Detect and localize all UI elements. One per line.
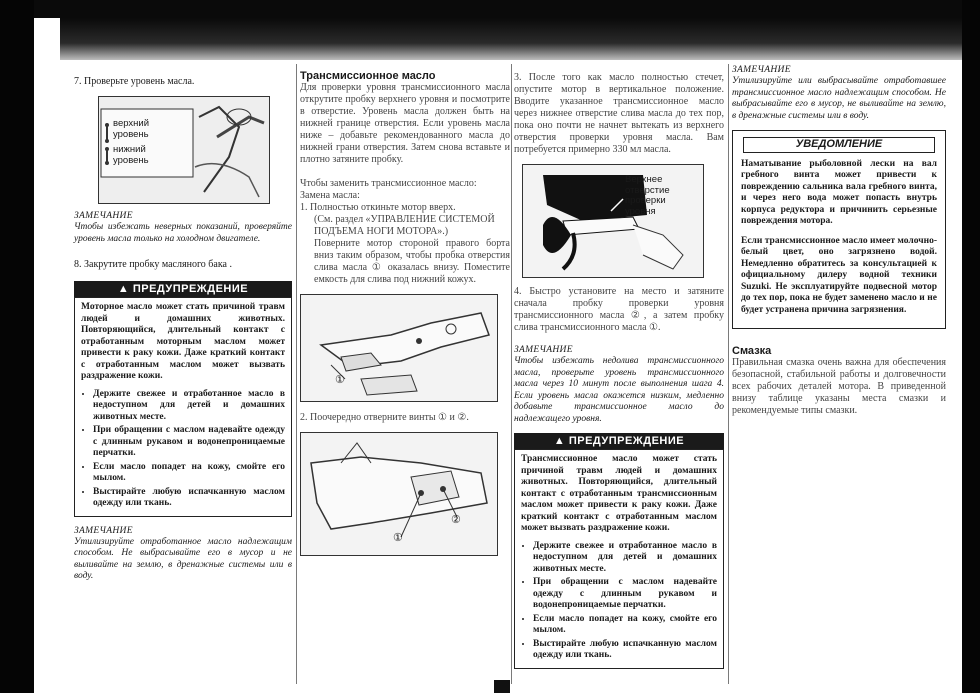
note-text: Утилизируйте отработанное масло надлежащим способом. Не выбрасывайте его в мусор и не выливайте на землю, в дренажные системы или в воду. — [74, 536, 292, 581]
warning-paragraph: Моторное масло может стать причиной травм людей и домашних животных. Повторяющийся, длительный контакт с отработанным моторным маслом может привести к раку кожи. Даже краткий контакт с отработанным маслом может вызвать раздражение кожи. — [81, 302, 285, 381]
warning-body — [514, 449, 724, 669]
scan-shadow-top — [60, 18, 970, 60]
column-2 — [300, 64, 510, 556]
warning-list — [81, 389, 285, 510]
note-heading: ЗАМЕЧАНИЕ — [74, 525, 133, 536]
drain-figure — [300, 294, 498, 402]
column-divider — [511, 64, 512, 684]
lower-level-label: нижний уровень — [113, 144, 149, 166]
list-item: • При обращении с маслом надевайте одежду с длинным рукавом и водонепроницаемые перчатки. — [93, 425, 285, 460]
note-text: Чтобы избежать неверных показаний, проверяйте уровень масла только на холодном двигателе. — [74, 222, 292, 244]
warning-list — [521, 541, 717, 662]
column-1 — [74, 64, 292, 583]
notice-paragraph: Если трансмиссионное масло имеет молочно-белый цвет, оно загрязнено водой. Немедленно обратитесь за консультацией к официальному дилеру водной техники Suzuki. Не эксплуатируйте подвесной мотор до тех пор, пока не будет заменено масло и не будет устранена причина загрязнения. — [741, 235, 937, 315]
warning-triangle-icon: ▲ — [553, 435, 569, 447]
fill-figure — [522, 164, 704, 278]
list-item: • Если масло попадет на кожу, смойте его мылом. — [533, 614, 717, 637]
column-divider — [728, 64, 729, 684]
column-4 — [732, 64, 946, 417]
list-item: • Если масло попадет на кожу, смойте его мылом. — [93, 462, 285, 485]
scan-edge-right — [962, 0, 980, 693]
warning-paragraph: Трансмиссионное масло может стать причиной травм людей и домашних животных. Повторяющийся, длительный контакт с отработанным трансмиссионным маслом может привести к раку кожи. Даже краткий контакт с отработанным маслом может вызвать раздражение кожи. — [521, 454, 717, 533]
screws-figure — [300, 432, 498, 556]
step-4: 4. Быстро установите на место и затяните сначала пробку проверки уровня трансмиссионного масла ②, а затем пробку слива трансмиссионного масла ①. — [514, 286, 724, 333]
notice-block — [732, 130, 946, 329]
step-1-reference: (См. раздел «УПРАВЛЕНИЕ СИСТЕМОЙ ПОДЪЕМА НОГИ МОТОРА».) — [314, 214, 495, 237]
note-heading: ЗАМЕЧАНИЕ — [732, 65, 791, 75]
notice-paragraph: Наматывание рыболовной лески на вал гребного винта может привести к повреждению сальника вала гребного винта, и через него вода может попасть внутрь корпуса редуктора и причинить серьезные повреждения мотора. — [741, 158, 937, 226]
note-heading: ЗАМЕЧАНИЕ — [74, 211, 133, 221]
list-item: • Выстирайте любую испачканную маслом одежду или ткань. — [93, 487, 285, 510]
list-item: • Держите свежее и отработанное масло в недоступном для детей и домашних животных месте. — [93, 389, 285, 424]
note-text: Утилизируйте или выбрасывайте отработавшее трансмиссионное масло надлежащим способом. Не выбрасывайте его в мусор, не выливайте на землю, в дренажные системы или в воду. — [732, 76, 946, 121]
upper-hole-label: Верхнее отверстие проверки уровня — [625, 174, 670, 217]
warning-block — [514, 433, 724, 669]
list-item: • Держите свежее и отработанное масло в недоступном для детей и домашних животных месте. — [533, 541, 717, 576]
scan-edge-left — [0, 0, 34, 693]
step-2: 2. Поочередно отверните винты ① и ②. — [300, 412, 469, 423]
intro-paragraph: Для проверки уровня трансмиссионного масла открутите пробку верхнего уровня и посмотрите в отверстие. Уровень масла должен быть на нижней границе отверстия. Если уровень масла ниже – добавьте рекомендованного масла до нижней грани отверстия. Затем снова вставьте и плотно затяните пробку. — [300, 82, 510, 165]
warning-header: ▲ ПРЕДУПРЕЖДЕНИЕ — [74, 281, 292, 297]
step-7: 7. Проверьте уровень масла. — [74, 76, 195, 87]
warning-triangle-icon: ▲ — [117, 283, 133, 295]
list-item: • Выстирайте любую испачканную маслом одежду или ткань. — [533, 639, 717, 662]
scan-edge-top — [0, 0, 980, 18]
section-title: Смазка — [732, 345, 772, 357]
note-text: Чтобы избежать недолива трансмиссионного масла, проверьте уровень трансмиссионного масла через 10 минут после выполнения шага 4. Если уровень масла окажется низким, медленно добавьте трансмиссионное масло до надлежащего уровня. — [514, 356, 724, 424]
callout-2: ② — [451, 514, 461, 526]
callout-1: ① — [393, 532, 403, 544]
step-8: 8. Закрутите пробку масляного бака . — [74, 259, 232, 270]
warning-block — [74, 281, 292, 517]
callout-1: ① — [335, 374, 345, 386]
notice-header: УВЕДОМЛЕНИЕ — [743, 137, 935, 153]
dipstick-figure — [98, 96, 270, 204]
replace-intro: Чтобы заменить трансмиссионное масло: — [300, 178, 477, 189]
scan-mark — [494, 680, 510, 693]
list-item: • При обращении с маслом надевайте одежду с длинным рукавом и водонепроницаемые перчатки. — [533, 577, 717, 612]
warning-body — [74, 297, 292, 517]
note-heading: ЗАМЕЧАНИЕ — [514, 345, 573, 355]
column-divider — [296, 64, 297, 684]
section-title: Трансмиссионное масло — [300, 70, 436, 82]
lubrication-paragraph: Правильная смазка очень важна для обеспечения безопасной, стабильной работы и долговечности всех рабочих деталей мотора. В приведенной внизу таблице указаны места смазки и рекомендуемые типы смазки. — [732, 357, 946, 416]
column-3 — [514, 64, 724, 669]
step-1: 1. Полностью откиньте мотор вверх. — [300, 202, 456, 213]
step-3: 3. После того как масло полностью стечет, опустите мотор в вертикальное положение. Вводите указанное трансмиссионное масло через нижнее отверстие слива масла до тех пор, пока оно почти не начнет вытекать из верхнего отверстия проверки уровня масла. Вам потребуется примерно 330 мл масла. — [514, 72, 724, 155]
upper-level-label: верхний уровень — [113, 118, 150, 140]
step-1-details: Поверните мотор стороной правого борта вниз таким образом, чтобы пробка отверстия слива масла ① оказалась внизу. Поместите емкость для слива под нижний кожух. — [314, 238, 510, 285]
replace-subheading: Замена масла: — [300, 190, 360, 201]
warning-header: ▲ ПРЕДУПРЕЖДЕНИЕ — [514, 433, 724, 449]
